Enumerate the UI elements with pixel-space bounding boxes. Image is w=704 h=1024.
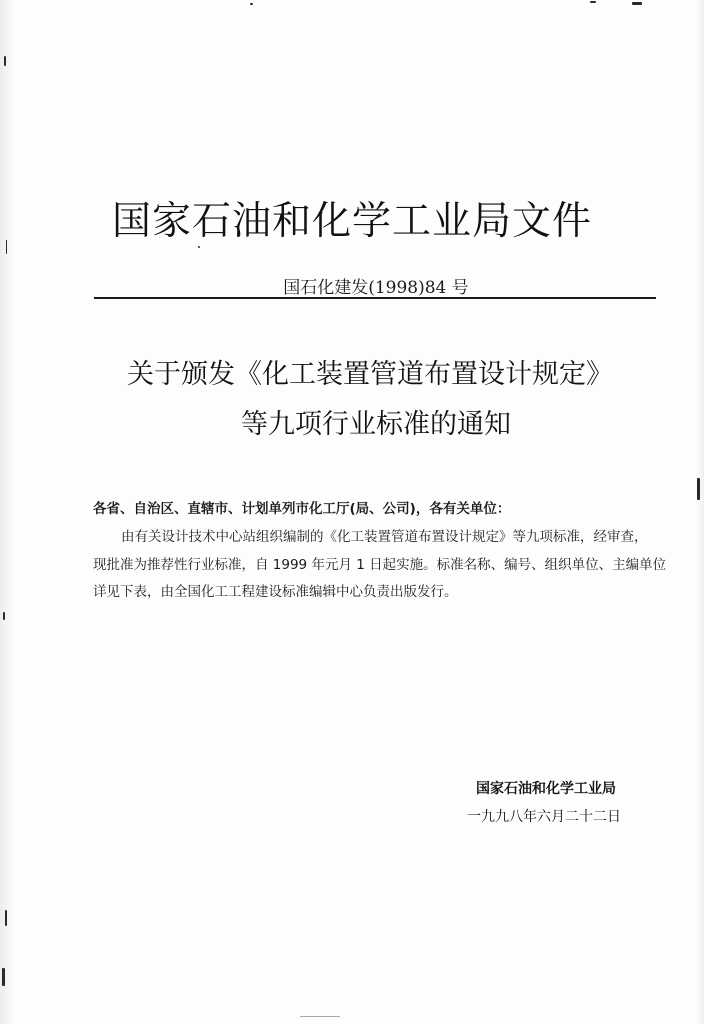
scan-shadow-right [696, 0, 704, 1024]
body-paragraph-line: 现批准为推荐性行业标准，自 1999 年元月 1 日起实施。标准名称、编号、组织单位、主编单位 [93, 557, 667, 573]
scan-speck [5, 910, 7, 926]
header-divider [94, 297, 656, 299]
notice-title-line2: 等九项行业标准的通知 [241, 409, 511, 440]
issuer-signature: 国家石油和化学工业局 [476, 781, 616, 797]
scan-speck [632, 2, 642, 5]
scan-speck [300, 1016, 340, 1017]
scan-speck [3, 612, 5, 620]
scan-shadow-left [0, 0, 14, 1024]
scan-speck [2, 968, 5, 986]
agency-title: 国家石油和化学工业局文件 [111, 199, 592, 244]
scan-speck [590, 1, 596, 3]
scan-speck [198, 246, 200, 248]
notice-title-line1: 关于颁发《化工装置管道布置设计规定》 [127, 359, 613, 390]
salutation: 各省、自治区、直辖市、计划单列市化工厅(局、公司)，各有关单位： [93, 501, 511, 517]
body-paragraph-line: 详见下表，由全国化工工程建设标准编辑中心负责出版发行。 [93, 584, 458, 600]
body-paragraph-line: 由有关设计技术中心站组织编制的《化工装置管道布置设计规定》等九项标准，经审查， [121, 529, 648, 545]
scan-speck [697, 478, 700, 500]
scan-speck [250, 3, 253, 5]
scan-speck [4, 56, 6, 66]
issue-date: 一九九八年六月二十二日 [467, 809, 621, 825]
document-number: 国石化建发(1998)84 号 [283, 278, 469, 298]
